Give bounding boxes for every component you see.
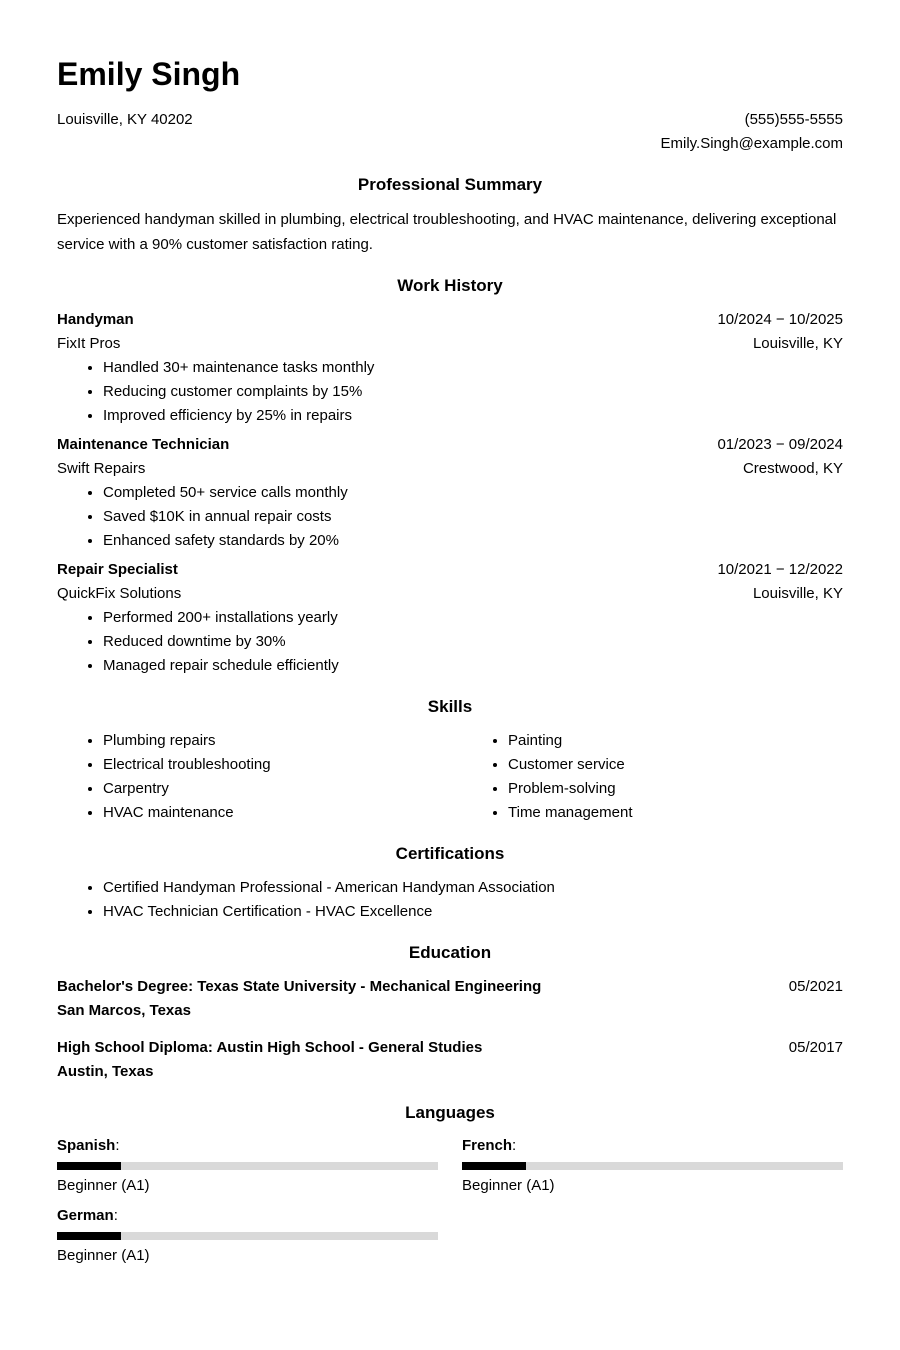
job-entry <box>57 308 843 428</box>
language-name <box>57 1135 438 1157</box>
job-bullet-list <box>57 356 843 428</box>
education-degree-row <box>57 1036 843 1060</box>
language-progress-track <box>57 1232 438 1240</box>
job-bullet: • Managed repair schedule efficiently <box>103 654 843 678</box>
contact-block <box>57 108 843 156</box>
language-level: Beginner (A1) <box>462 1177 555 1194</box>
job-title: Repair Specialist <box>57 561 178 578</box>
candidate-name: Emily Singh <box>57 56 241 92</box>
language-progress-track <box>462 1162 843 1170</box>
job-dates: 01/2023 − 09/2024 <box>717 436 843 453</box>
job-company: QuickFix Solutions <box>57 585 182 602</box>
language-name <box>57 1205 438 1227</box>
job-dates: 10/2024 − 10/2025 <box>717 311 843 328</box>
job-company-row <box>57 332 843 356</box>
education-degree-row <box>57 975 843 999</box>
job-bullet: • Saved $10K in annual repair costs <box>103 505 843 529</box>
job-bullet: • Improved efficiency by 25% in repairs <box>103 404 843 428</box>
language-item <box>57 1135 438 1197</box>
skill-item: • Time management <box>508 801 843 825</box>
education-degree: High School Diploma: Austin High School - General Studies <box>57 1039 483 1056</box>
skill-item: • Problem-solving <box>508 777 843 801</box>
language-item <box>57 1205 438 1267</box>
contact-right-block <box>660 108 843 156</box>
language-progress-fill <box>57 1232 121 1240</box>
job-company-row <box>57 457 843 481</box>
language-name-text: German <box>57 1207 114 1224</box>
education-location: San Marcos, Texas <box>57 1002 191 1019</box>
language-colon: : <box>512 1137 517 1154</box>
summary-text: Experienced handyman skilled in plumbing, electrical troubleshooting, and HVAC maintenance, delivering exceptional service with a 90% customer satisfaction rating. <box>57 211 837 253</box>
job-title-row <box>57 308 843 332</box>
certification-item: • HVAC Technician Certification - HVAC Excellence <box>103 900 843 924</box>
language-item <box>462 1135 843 1197</box>
job-location: Crestwood, KY <box>742 460 843 477</box>
job-bullet: • Reducing customer complaints by 15% <box>103 380 843 404</box>
skill-item: • Plumbing repairs <box>103 729 438 753</box>
job-company: FixIt Pros <box>57 335 121 352</box>
contact-phone: (555)555-5555 <box>744 111 843 128</box>
job-bullet: • Reduced downtime by 30% <box>103 630 843 654</box>
skills-list-right <box>462 729 843 825</box>
education-section-title: Education <box>408 943 492 962</box>
language-progress-fill <box>462 1162 526 1170</box>
job-bullet: • Completed 50+ service calls monthly <box>103 481 843 505</box>
job-bullet: • Enhanced safety standards by 20% <box>103 529 843 553</box>
skill-item: • Carpentry <box>103 777 438 801</box>
certification-item: • Certified Handyman Professional - American Handyman Association <box>103 876 843 900</box>
skill-item: • Electrical troubleshooting <box>103 753 438 777</box>
education-entry <box>57 1036 843 1084</box>
skills-columns <box>57 729 843 825</box>
skills-list-left <box>57 729 438 825</box>
skill-item: • Painting <box>508 729 843 753</box>
education-date: 05/2017 <box>788 1039 843 1056</box>
summary-section-title: Professional Summary <box>357 175 543 194</box>
job-title-row <box>57 433 843 457</box>
education-date: 05/2021 <box>788 978 843 995</box>
language-name-text: Spanish <box>57 1137 116 1154</box>
education-entry <box>57 975 843 1023</box>
work-history-section-title: Work History <box>397 276 503 295</box>
contact-email: Emily.Singh@example.com <box>660 135 843 152</box>
job-bullet-list <box>57 606 843 678</box>
language-colon: : <box>115 1137 120 1154</box>
job-dates: 10/2021 − 12/2022 <box>717 561 843 578</box>
job-bullet: • Performed 200+ installations yearly <box>103 606 843 630</box>
education-degree: Bachelor's Degree: Texas State University - Mechanical Engineering <box>57 978 542 995</box>
job-title: Handyman <box>57 311 134 328</box>
languages-section-title: Languages <box>405 1103 495 1122</box>
language-level: Beginner (A1) <box>57 1247 150 1264</box>
language-name-text: French <box>462 1137 513 1154</box>
education-location: Austin, Texas <box>57 1063 154 1080</box>
job-location: Louisville, KY <box>752 585 843 602</box>
job-company-row <box>57 582 843 606</box>
skill-item: • HVAC maintenance <box>103 801 438 825</box>
skill-item: • Customer service <box>508 753 843 777</box>
job-entry <box>57 433 843 553</box>
certifications-list <box>57 876 843 924</box>
language-colon: : <box>113 1207 118 1224</box>
job-entry <box>57 558 843 678</box>
job-title: Maintenance Technician <box>57 436 230 453</box>
certifications-section-title: Certifications <box>395 844 505 863</box>
skills-section-title: Skills <box>427 697 473 716</box>
language-progress-track <box>57 1162 438 1170</box>
job-location: Louisville, KY <box>752 335 843 352</box>
contact-location: Louisville, KY 40202 <box>57 111 193 128</box>
job-bullet-list <box>57 481 843 553</box>
language-level: Beginner (A1) <box>57 1177 150 1194</box>
languages-grid <box>57 1135 843 1275</box>
job-title-row <box>57 558 843 582</box>
language-progress-fill <box>57 1162 121 1170</box>
job-bullet: • Handled 30+ maintenance tasks monthly <box>103 356 843 380</box>
language-name <box>462 1135 843 1157</box>
job-company: Swift Repairs <box>57 460 146 477</box>
